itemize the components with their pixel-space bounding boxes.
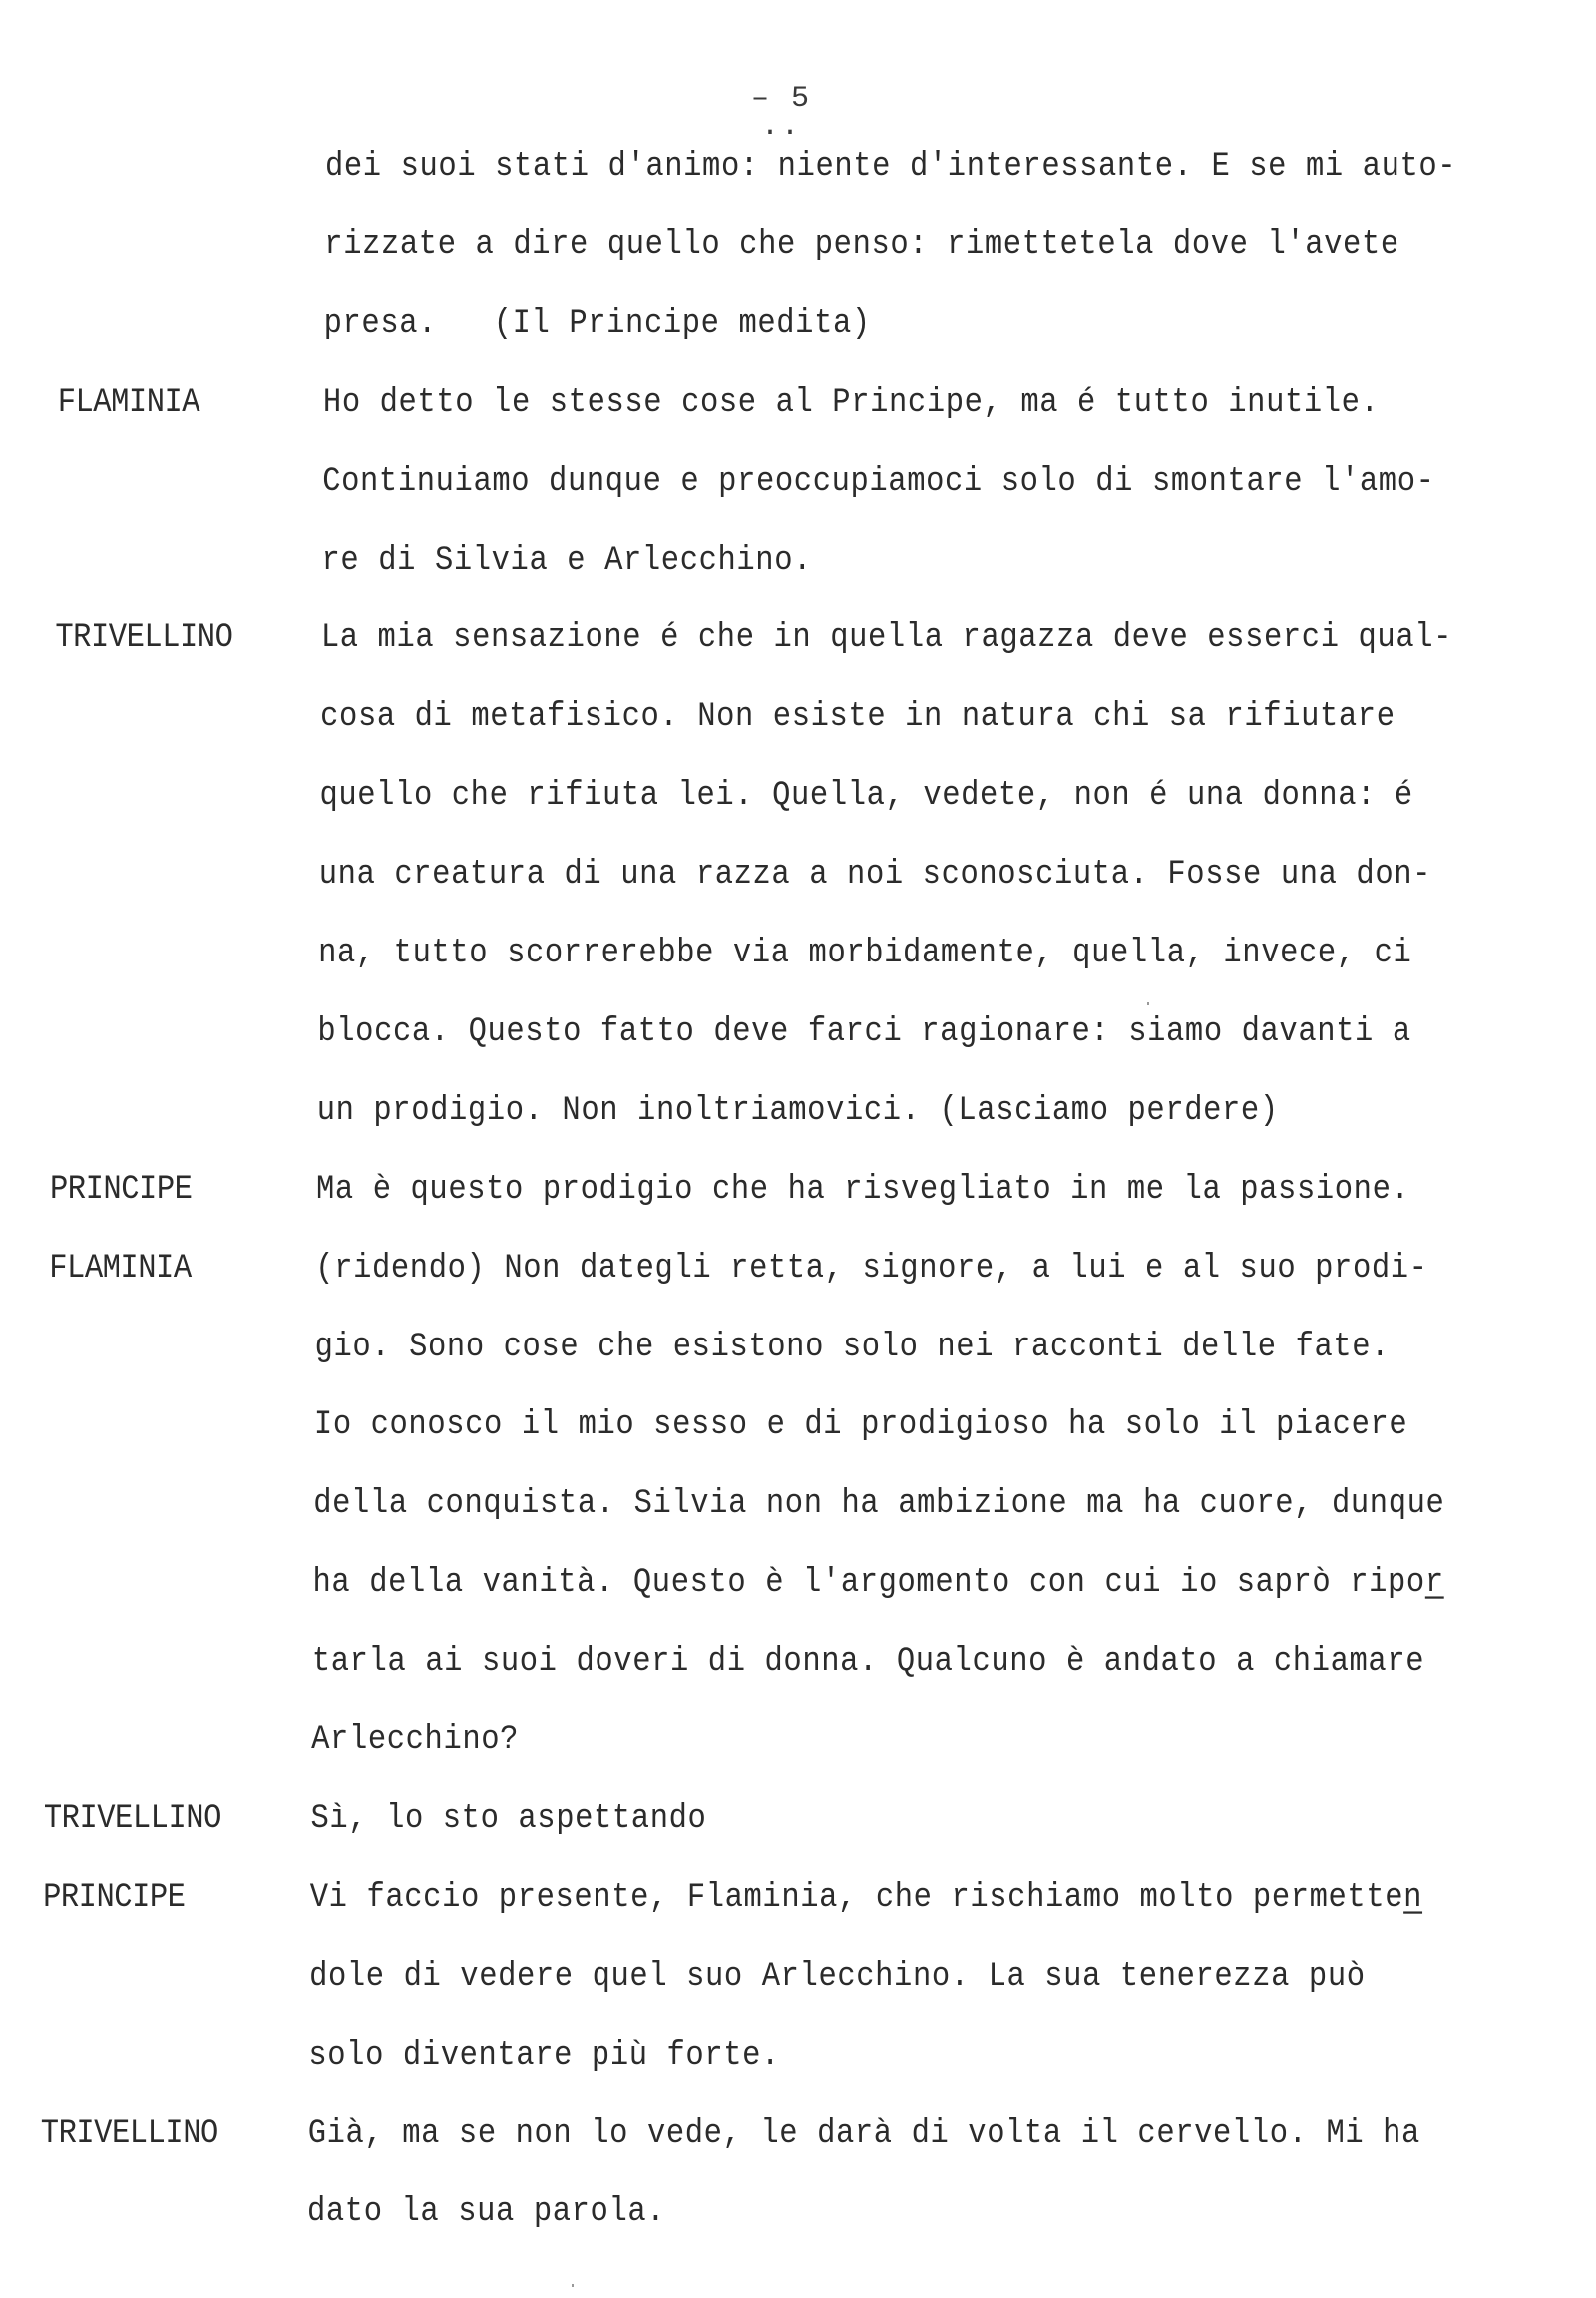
dialogue-line: cosa di metafisico. Non esiste in natura chi sa rifiutare — [320, 698, 1396, 737]
scan-speck — [572, 2284, 574, 2287]
speaker-name: TRIVELLINO — [43, 1799, 221, 1838]
underlined-char: n — [1403, 1878, 1423, 1917]
dialogue-line: Ho detto le stesse cose al Principe, ma é tutto inutile. — [322, 383, 1380, 422]
scan-speck — [1147, 1002, 1149, 1005]
dialogue-line: presa. (Il Principe medita) — [323, 304, 871, 343]
dialogue-line: La mia sensazione é che in quella ragazza deve esserci qual- — [320, 619, 1453, 658]
dialogue-line: dato la sua parola. — [307, 2193, 666, 2232]
dialogue-line: tarla ai suoi doveri di donna. Qualcuno è andato a chiamare — [311, 1643, 1425, 1682]
dialogue-line: un prodigio. Non inoltriamovici. (Lasciamo perdere) — [316, 1091, 1279, 1130]
dialogue-line: Vi faccio presente, Flaminia, che rischiamo molto permetten — [309, 1878, 1423, 1917]
underlined-char: r — [1424, 1564, 1444, 1603]
dialogue-line: Ma è questo prodigio che ha risvegliato in me la passione. — [316, 1170, 1410, 1209]
dialogue-line: Continuiamo dunque e preoccupiamoci solo di smontare l'amo- — [322, 462, 1435, 501]
speaker-name: PRINCIPE — [50, 1170, 193, 1209]
dialogue-line: (ridendo) Non dategli retta, signore, a lui e al suo prodi- — [315, 1249, 1428, 1288]
speaker-name: FLAMINIA — [57, 383, 200, 422]
speaker-name: TRIVELLINO — [40, 2114, 218, 2153]
dialogue-line: Sì, lo sto aspettando — [310, 1799, 707, 1838]
dialogue-line: dei suoi stati d'animo: niente d'interessante. E se mi auto- — [325, 147, 1457, 187]
dialogue-line: rizzate a dire quello che penso: rimettetela dove l'avete — [324, 225, 1399, 264]
dialogue-line: della conquista. Silvia non ha ambizione ma ha cuore, dunque — [313, 1485, 1445, 1524]
speaker-name: PRINCIPE — [43, 1878, 186, 1917]
dialogue-line: una creatura di una razza a noi sconosciuta. Fosse una don- — [318, 856, 1432, 895]
page-number: – 5 ·· — [750, 82, 811, 150]
dialogue-line: ha della vanità. Questo è l'argomento con cui io saprò ripor — [312, 1564, 1444, 1603]
dialogue-line: dole di vedere quel suo Arlecchino. La sua tenerezza può — [309, 1957, 1366, 1996]
dialogue-line: Arlecchino? — [311, 1721, 520, 1760]
dialogue-line: gio. Sono cose che esistono solo nei racconti delle fate. — [314, 1328, 1391, 1366]
dialogue-line: Io conosco il mio sesso e di prodigioso ha solo il piacere — [313, 1406, 1408, 1445]
speaker-name: FLAMINIA — [49, 1249, 192, 1288]
dialogue-line: quello che rifiuta lei. Quella, vedete, non é una donna: é — [319, 777, 1413, 816]
dialogue-line: na, tutto scorrerebbe via morbidamente, quella, invece, ci — [318, 934, 1412, 973]
dialogue-line: Già, ma se non lo vede, le darà di volta il cervello. Mi ha — [307, 2114, 1420, 2153]
dialogue-line: blocca. Questo fatto deve farci ragionare: siamo davanti a — [317, 1012, 1411, 1051]
dialogue-line: re di Silvia e Arlecchino. — [321, 541, 813, 579]
speaker-name: TRIVELLINO — [55, 619, 233, 658]
dialogue-line: solo diventare più forte. — [308, 2036, 780, 2075]
